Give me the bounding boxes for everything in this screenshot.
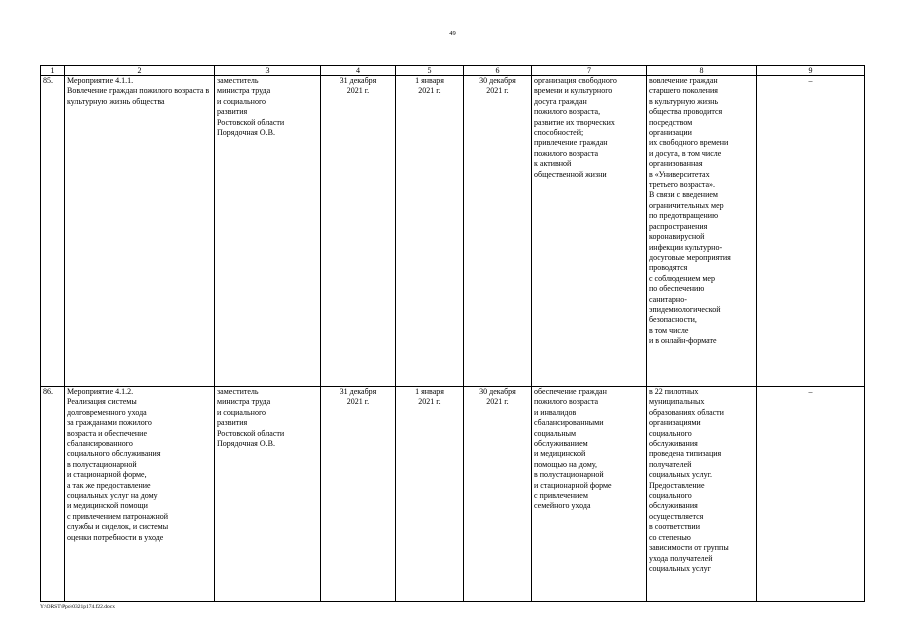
column-number: 5 — [396, 66, 464, 76]
column-number: 7 — [532, 66, 647, 76]
row-number-cell: 86. — [41, 387, 65, 602]
responsible-cell: заместитель министра труда и социального развития Ростовской области Порядочная О.В. — [215, 387, 321, 602]
column-number: 2 — [65, 66, 215, 76]
responsible-cell: заместитель министра труда и социального развития Ростовской области Порядочная О.В. — [215, 76, 321, 387]
status-cell: в 22 пилотных муниципальных образованиях области организациями социального обслуживания проведена типизация получателей социальных услуг. Предоставление социального обслуживания осуществляется в соответствии со степенью зависимости от группы ухода получателей социальных услуг — [647, 387, 757, 602]
row-number-cell: 85. — [41, 76, 65, 387]
page-number: 49 — [449, 30, 456, 37]
column-number: 4 — [321, 66, 396, 76]
date-cell: 1 января 2021 г. — [396, 76, 464, 387]
column-number: 6 — [464, 66, 532, 76]
column-number: 9 — [757, 66, 865, 76]
column-number: 8 — [647, 66, 757, 76]
file-path-footer: Y:\ORST\Ppo\0321p174.f22.docx — [40, 604, 115, 610]
table-row — [41, 387, 865, 602]
report-table — [40, 65, 865, 602]
date-cell: 31 декабря 2021 г. — [321, 387, 396, 602]
note-cell: – — [757, 76, 865, 387]
column-number: 1 — [41, 66, 65, 76]
activity-cell: Мероприятие 4.1.1. Вовлечение граждан пожилого возраста в культурную жизнь общества — [65, 76, 215, 387]
table-row — [41, 76, 865, 387]
status-cell: вовлечение граждан старшего поколения в культурную жизнь общества проводится посредством организации их свободного времени и досуга, в том числе организованная в «Университетах третьего возраста». В связи с введением ограничительных мер по предотвращению распространения коронавирусной инфекции культурно- досуговые мероприятия проводятся с соблюдением мер по обеспечению санитарно- эпидемиологической безопасности, в том числе и в онлайн-формате — [647, 76, 757, 387]
column-number-row — [41, 66, 865, 76]
expected-result-cell: обеспечение граждан пожилого возраста и инвалидов сбалансированными социальным обслуживанием и медицинской помощью на дому, в полустационарной и стационарной форме с привлечением семейного ухода — [532, 387, 647, 602]
column-number: 3 — [215, 66, 321, 76]
expected-result-cell: организация свободного времени и культурного досуга граждан пожилого возраста, развитие их творческих способностей; привлечение граждан пожилого возраста к активной общественной жизни — [532, 76, 647, 387]
date-cell: 31 декабря 2021 г. — [321, 76, 396, 387]
date-cell: 30 декабря 2021 г. — [464, 387, 532, 602]
date-cell: 30 декабря 2021 г. — [464, 76, 532, 387]
date-cell: 1 января 2021 г. — [396, 387, 464, 602]
note-cell: – — [757, 387, 865, 602]
activity-cell: Мероприятие 4.1.2. Реализация системы долговременного ухода за гражданами пожилого возраста и обеспечение сбалансированного социального обслуживания в полустационарной и стационарной форме, а так же предоставление социальных услуг на дому и медицинской помощи с привлечением патронажной службы и сиделок, и системы оценки потребности в уходе — [65, 387, 215, 602]
